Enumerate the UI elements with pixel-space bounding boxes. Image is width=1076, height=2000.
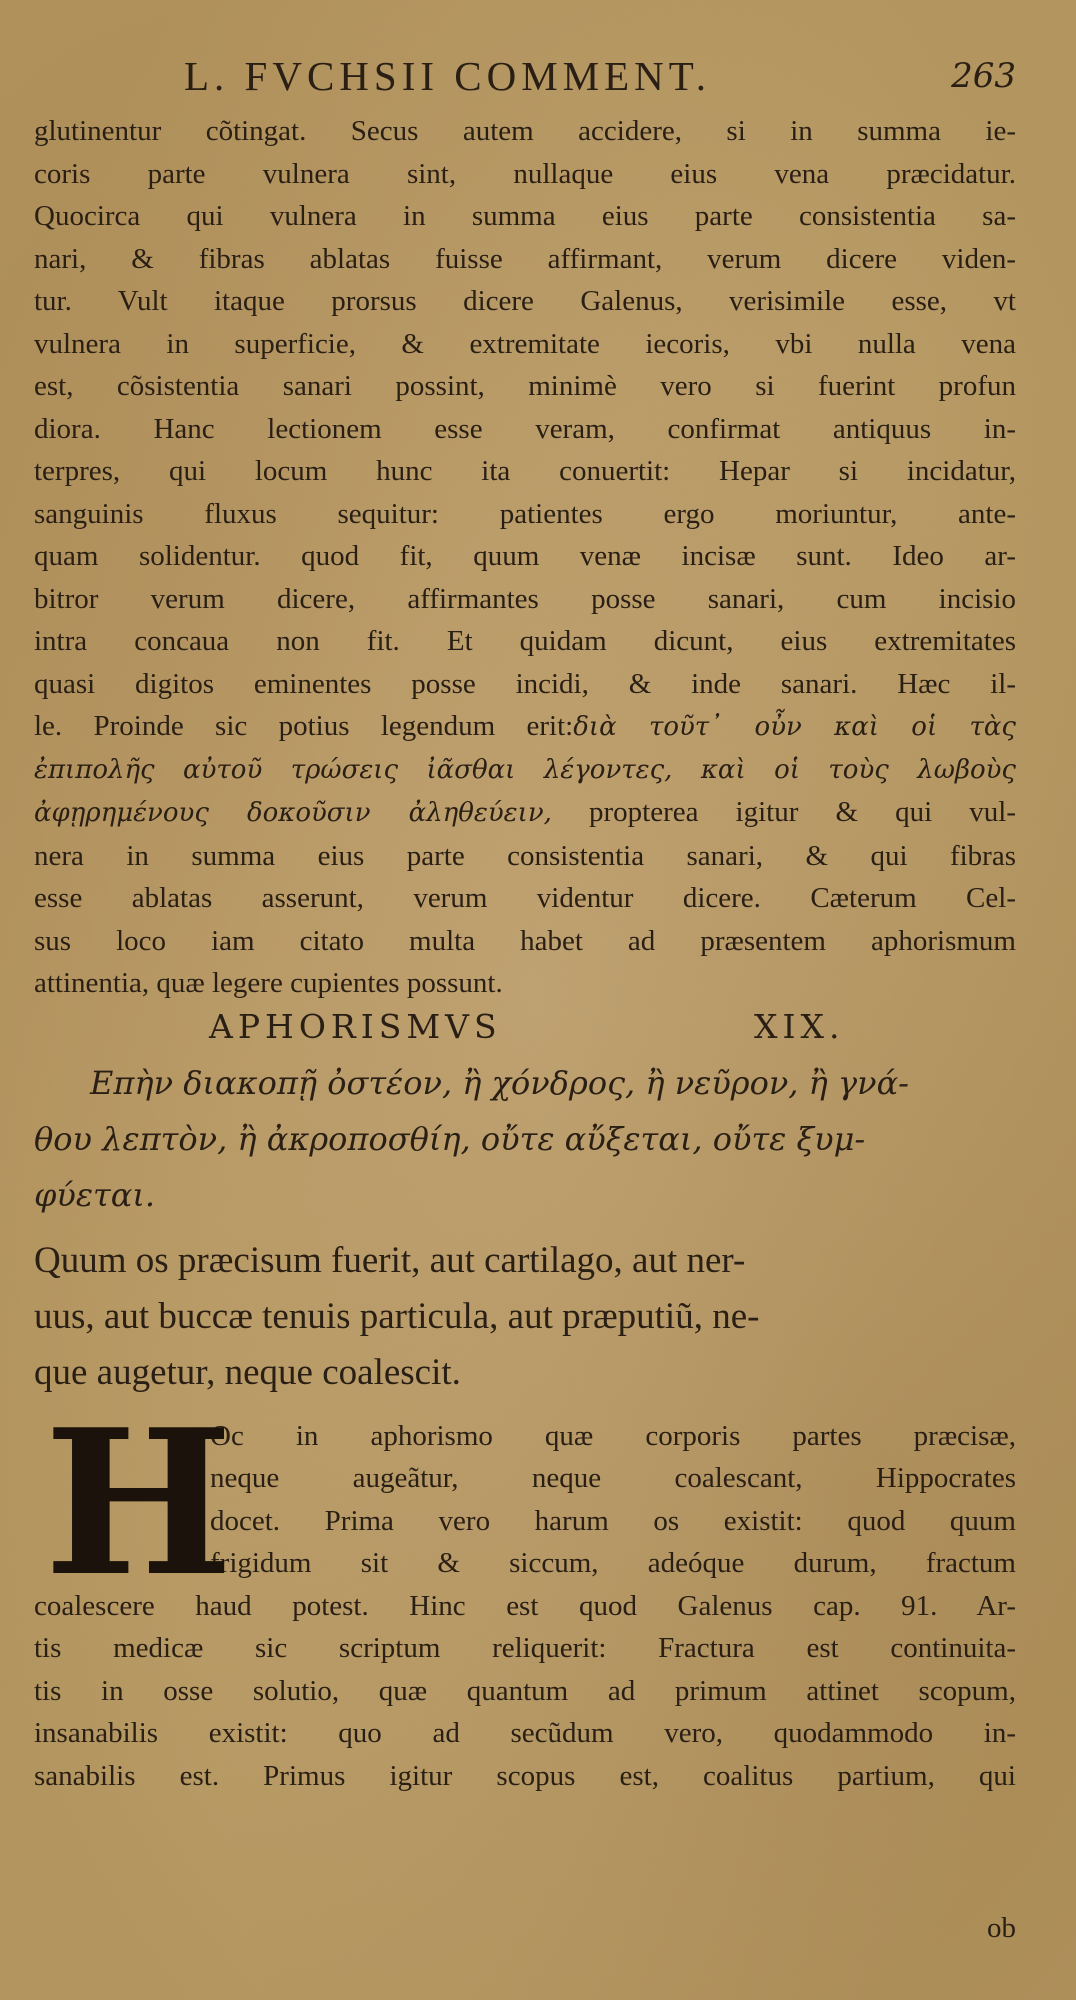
text-line: glutinentur cõtingat. Secus autem accidere, si in summa ie-	[34, 115, 1016, 147]
text-line: quam solidentur. quod fit, quum venæ incisæ sunt. Ideo ar-	[34, 540, 1016, 572]
text-line: tur. Vult itaque prorsus dicere Galenus, verisimile esse, vt	[34, 285, 1016, 317]
text-line: esse ablatas asserunt, verum videntur dicere. Cæterum Cel-	[34, 882, 1016, 914]
catchword: ob	[987, 1912, 1016, 1944]
text-line: est, cõsistentia sanari possint, minimè vero si fuerint profun	[34, 370, 1016, 402]
latin-line: Quum os præcisum fuerit, aut cartilago, aut ner-	[34, 1239, 746, 1281]
greek-line: Επὴν διακοπῇ ὀστέον, ἢ χόνδρος, ἢ νεῦρον, ἢ γνά-	[90, 1063, 909, 1102]
text-line: vulnera in superficie, & extremitate iecoris, vbi nulla vena	[34, 327, 1016, 360]
text-line: diora. Hanc lectionem esse veram, confirmat antiquus in-	[34, 412, 1016, 445]
greek-fragment: ἀφῃρημένους δοκοῦσιν ἀληθεύειν,	[34, 798, 552, 828]
drop-cap: H	[44, 1385, 233, 1621]
text-line: nera in summa eius parte consistentia sanari, & qui fibras	[34, 839, 1016, 872]
greek-line: ἐπιπολῆς αὐτοῦ τρώσεις ἰᾶσθαι λέγοντες, καὶ οἱ τοὺς λωβοὺς	[34, 754, 1016, 785]
text-line: coris parte vulnera sint, nullaque eius vena præcidatur.	[34, 157, 1016, 190]
text-line: terpres, qui locum hunc ita conuertit: Hepar si incidatur,	[34, 455, 1016, 487]
text-line-mixed	[34, 791, 1016, 835]
greek-line: φύεται.	[34, 1175, 156, 1214]
text-line: sanabilis est. Primus igitur scopus est, coalitus partium, qui	[34, 1759, 1016, 1792]
greek-aphorism	[34, 1055, 1016, 1223]
latin-aphorism	[34, 1233, 1016, 1401]
latin-line: uus, aut buccæ tenuis particula, aut præputiũ, ne-	[34, 1295, 760, 1337]
text-line: frigidum sit & siccum, adeóque durum, fractum	[210, 1547, 1016, 1579]
latin-fragment: le. Proinde sic potius legendum erit:	[34, 710, 574, 742]
greek-fragment: διὰ τοῦτ᾽ οὖν καὶ οἱ τὰς	[573, 712, 1016, 742]
latin-line: que augetur, neque coalescit.	[34, 1351, 461, 1393]
text-line: quasi digitos eminentes posse incidi, & inde sanari. Hæc il-	[34, 667, 1016, 700]
aphorism-heading	[34, 1007, 1016, 1051]
text-line: Oc in aphorismo quæ corporis partes præcisæ,	[210, 1419, 1016, 1452]
page-number: 263	[951, 56, 1016, 96]
text-line: sanguinis fluxus sequitur: patientes ergo moriuntur, ante-	[34, 497, 1016, 530]
text-line: attinentia, quæ legere cupientes possunt.	[34, 967, 503, 999]
latin-fragment: propterea igitur & qui vul-	[551, 796, 1016, 828]
page-header	[34, 48, 1016, 110]
text-line: coalescere haud potest. Hinc est quod Galenus cap. 91. Ar-	[34, 1589, 1016, 1622]
text-line: intra concaua non fit. Et quidam dicunt, eius extremitates	[34, 625, 1016, 657]
text-line: nari, & fibras ablatas fuisse affirmant, verum dicere viden-	[34, 242, 1016, 275]
aphorism-word: APHORISMVS	[209, 1006, 502, 1046]
text-line: tis in osse solutio, quæ quantum ad primum attinet scopum,	[34, 1674, 1016, 1707]
text-line: Quocirca qui vulnera in summa eius parte consistentia sa-	[34, 200, 1016, 232]
greek-line: θου λεπτὸν, ἢ ἀκροποσθίη, οὔτε αὔξεται, οὔτε ξυμ-	[34, 1119, 866, 1158]
running-head: L. FVCHSII COMMENT.	[184, 53, 712, 99]
text-line: insanabilis existit: quo ad secũdum vero, quodammodo in-	[34, 1717, 1016, 1749]
text-line-mixed	[34, 705, 1016, 749]
text-line: sus loco iam citato multa habet ad præsentem aphorismum	[34, 924, 1016, 957]
text-line: docet. Prima vero harum os existit: quod quum	[210, 1504, 1016, 1537]
text-line: tis medicæ sic scriptum reliquerit: Fractura est continuita-	[34, 1632, 1016, 1664]
aphorism-number: XIX.	[754, 1006, 845, 1046]
text-line: neque augeãtur, neque coalescant, Hippocrates	[210, 1462, 1016, 1494]
commentary-section	[34, 1385, 1016, 1798]
text-line: bitror verum dicere, affirmantes posse sanari, cum incisio	[34, 582, 1016, 615]
commentary-paragraph-1	[34, 110, 1016, 1005]
